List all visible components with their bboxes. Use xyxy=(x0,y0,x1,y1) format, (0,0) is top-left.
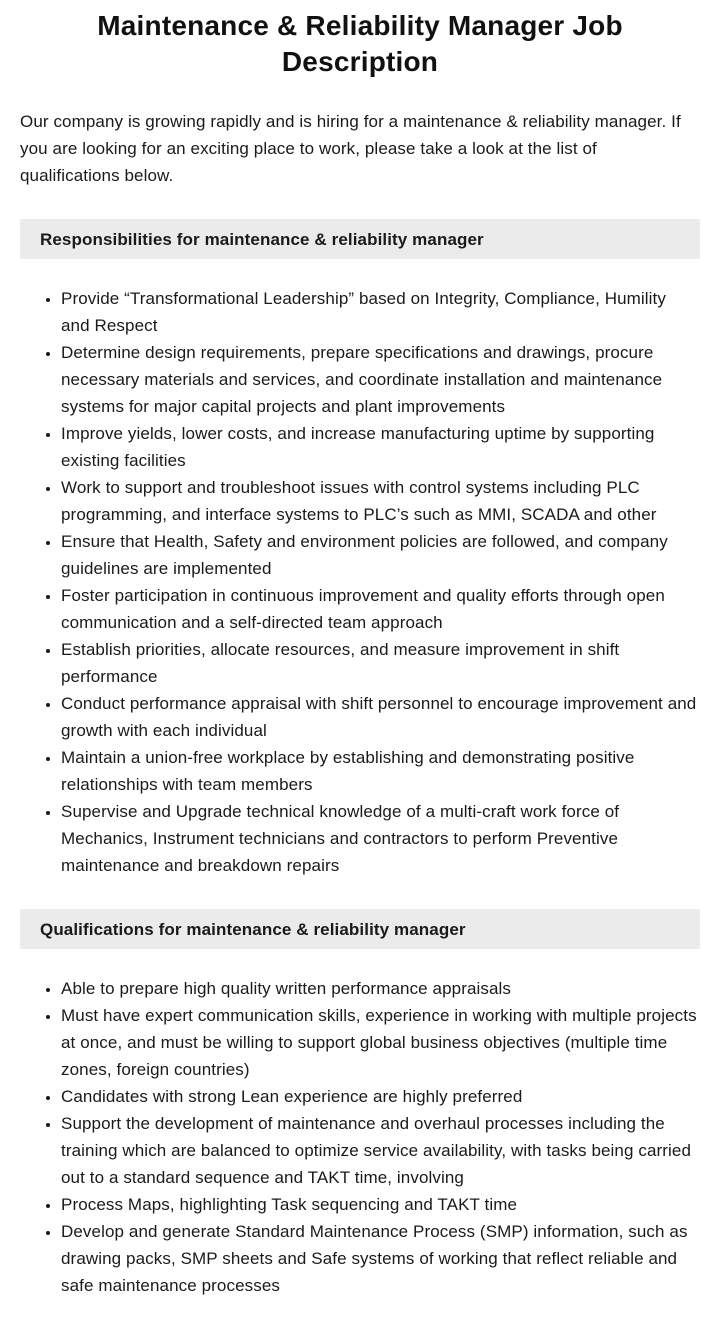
page-title: Maintenance & Reliability Manager Job Description xyxy=(97,10,623,77)
list-item: • Improve yields, lower costs, and increase manufacturing uptime by supporting existing facilities xyxy=(61,420,698,474)
list-item: • Maintain a union-free workplace by establishing and demonstrating positive relationships with team members xyxy=(61,744,698,798)
list-item: • Support the development of maintenance and overhaul processes including the training which are balanced to optimize service availability, with tasks being carried out to a standard sequence and TAKT time, involving xyxy=(61,1110,698,1191)
section-heading-qualifications: Qualifications for maintenance & reliability manager xyxy=(20,909,700,949)
section-heading-responsibilities: Responsibilities for maintenance & reliability manager xyxy=(20,219,700,259)
sections-container xyxy=(0,219,720,1299)
list-item: • Must have expert communication skills, experience in working with multiple projects at once, and must be willing to support global business objectives (multiple time zones, foreign countries) xyxy=(61,1002,698,1083)
list-item: • Ensure that Health, Safety and environment policies are followed, and company guidelines are implemented xyxy=(61,528,698,582)
section-qualifications xyxy=(0,909,720,1299)
list-item: • Work to support and troubleshoot issues with control systems including PLC programming, and interface systems to PLC’s such as MMI, SCADA and other xyxy=(61,474,698,528)
list-item: • Establish priorities, allocate resources, and measure improvement in shift performance xyxy=(61,636,698,690)
list-item: • Develop and generate Standard Maintenance Process (SMP) information, such as drawing packs, SMP sheets and Safe systems of working that reflect reliable and safe maintenance processes xyxy=(61,1218,698,1299)
list-item: • Foster participation in continuous improvement and quality efforts through open communication and a self-directed team approach xyxy=(61,582,698,636)
list-item: • Candidates with strong Lean experience are highly preferred xyxy=(61,1083,698,1110)
list-item: • Provide “Transformational Leadership” based on Integrity, Compliance, Humility and Respect xyxy=(61,285,698,339)
section-responsibilities xyxy=(0,219,720,879)
qualifications-list xyxy=(20,975,698,1299)
responsibilities-list xyxy=(20,285,698,879)
intro-paragraph: Our company is growing rapidly and is hiring for a maintenance & reliability manager. If you are looking for an exciting place to work, please take a look at the list of qualifications below. xyxy=(20,112,681,185)
list-item: • Supervise and Upgrade technical knowledge of a multi-craft work force of Mechanics, Instrument technicians and contractors to perform Preventive maintenance and breakdown repairs xyxy=(61,798,698,879)
list-item: • Conduct performance appraisal with shift personnel to encourage improvement and growth with each individual xyxy=(61,690,698,744)
list-item: • Process Maps, highlighting Task sequencing and TAKT time xyxy=(61,1191,698,1218)
list-item: • Able to prepare high quality written performance appraisals xyxy=(61,975,698,1002)
list-item: • Determine design requirements, prepare specifications and drawings, procure necessary materials and services, and coordinate installation and maintenance systems for major capital projects and plant improvements xyxy=(61,339,698,420)
